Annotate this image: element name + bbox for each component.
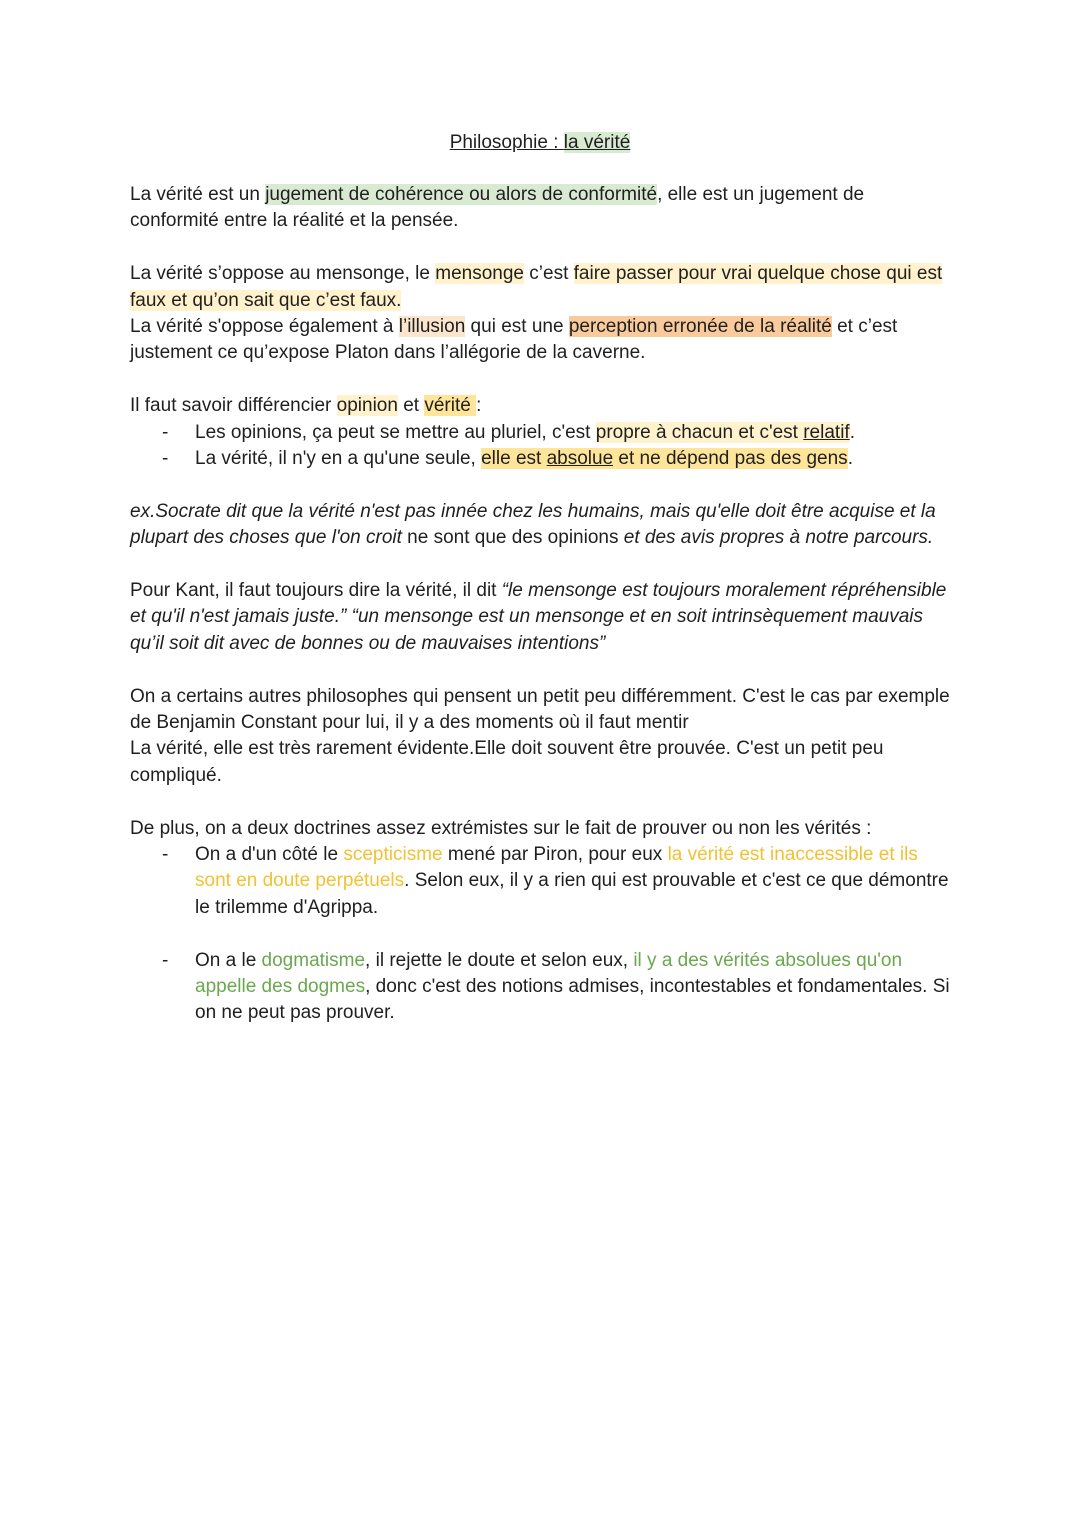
- highlight-yellow-underlined: absolue: [546, 448, 614, 470]
- text: , il rejette le doute et selon eux,: [365, 949, 634, 971]
- highlight-orange: perception erronée de la réalité: [568, 316, 832, 338]
- colored-yellow-text: scepticisme: [343, 844, 443, 866]
- text: Pour Kant, il faut toujours dire la vérité, il dit: [130, 580, 502, 602]
- doctrines-list: [130, 842, 950, 921]
- text: . Selon eux, il y a rien qui est prouvable et c'est ce que démontre le trilemme d'Agrippa.: [195, 870, 949, 918]
- text: , elle est un jugement de conformité entre la réalité et la pensée.: [130, 184, 865, 232]
- text: La vérité est un: [130, 184, 266, 205]
- text: .: [849, 421, 855, 443]
- text: La vérité s'oppose également à: [130, 316, 399, 338]
- text: La vérité, elle est très rarement évidente.Elle doit souvent être prouvée. C'est un petit peu compliqué.: [130, 738, 884, 786]
- text: Il faut savoir différencier: [130, 395, 337, 417]
- text: ne sont que des opinions: [401, 527, 624, 549]
- colored-yellow-text: la vérité est inaccessible et ils sont en doute perpétuels: [195, 844, 918, 892]
- list-item: [130, 948, 950, 1027]
- highlight-peach: l’illusion: [398, 316, 466, 338]
- highlight-yellow: opinion: [336, 395, 398, 417]
- title-part2: la vérité: [563, 132, 631, 153]
- list-item: [130, 420, 950, 446]
- text: , donc c'est des notions admises, incontestables et fondamentales. Si on ne peut pas prouver.: [195, 976, 950, 1024]
- paragraph-socrate: [130, 499, 950, 552]
- paragraph-doctrines: [130, 816, 950, 1027]
- paragraph-definition: [130, 182, 950, 235]
- highlight-yellow: mensonge: [435, 263, 524, 285]
- title-part1: Philosophie :: [449, 132, 564, 153]
- text: La vérité, il n'y en a qu'une seule,: [195, 448, 482, 470]
- list-item: [130, 446, 950, 472]
- text: On a certains autres philosophes qui pensent un petit peu différemment. C'est le cas par exemple de Benjamin Constant pour lui, il y a des moments où il faut mentir: [130, 685, 950, 734]
- text: La vérité s’oppose au mensonge, le: [130, 263, 436, 285]
- italic-text: ex.Socrate dit que la vérité n'est pas innée chez les humains, mais qu'elle doit être acquise et la plupart des choses que l'on croit: [130, 500, 936, 549]
- paragraph-constant: [130, 684, 950, 790]
- text: :: [476, 395, 482, 417]
- highlight-yellow: et ne dépend pas des gens: [613, 448, 848, 470]
- text: On a le: [195, 949, 262, 971]
- text: On a d'un côté le: [195, 844, 344, 866]
- text: qui est une: [465, 316, 569, 338]
- highlight-yellow: elle est: [481, 448, 547, 470]
- list-item: [130, 842, 950, 921]
- doctrines-list-2: [130, 948, 950, 1027]
- highlight-yellow-underlined: relatif: [803, 421, 850, 443]
- text: et: [397, 395, 425, 417]
- text: et c’est justement ce qu’expose Platon dans l’allégorie de la caverne.: [130, 316, 898, 364]
- doctrines-intro: De plus, on a deux doctrines assez extrémistes sur le fait de prouver ou non les vérités :: [130, 817, 872, 839]
- highlight-green: jugement de cohérence ou alors de conformité: [265, 184, 658, 205]
- text: mené par Piron, pour eux: [442, 844, 668, 866]
- spacer: [130, 472, 950, 498]
- paragraph-kant: [130, 578, 950, 657]
- paragraph-opinion: [130, 393, 950, 472]
- paragraph-mensonge: [130, 261, 950, 367]
- document-body: [130, 182, 950, 1027]
- highlight-yellow: propre à chacun et c'est: [595, 421, 804, 443]
- page-title: [0, 130, 1080, 156]
- opinion-intro: [130, 393, 950, 419]
- colored-green-text: il y a des vérités absolues qu'on appelle des dogmes: [195, 949, 903, 998]
- highlight-yellow: faire passer pour vrai quelque chose qui est faux et qu’on sait que c’est faux.: [130, 263, 943, 311]
- colored-green-text: dogmatisme: [261, 949, 366, 971]
- opinion-list: [130, 420, 950, 473]
- text: Les opinions, ça peut se mettre au pluriel, c'est: [195, 421, 596, 443]
- spacer: [130, 921, 950, 947]
- highlight-yellow: vérité: [424, 395, 477, 417]
- text: c’est: [524, 263, 574, 285]
- italic-text: et des avis propres à notre parcours.: [623, 527, 934, 549]
- text: .: [847, 448, 853, 470]
- quote-text: “le mensonge est toujours moralement répréhensible et qu'il n'est jamais juste.” “un mensonge est un mensonge et en soit intrinsèquement mauvais qu’il soit dit avec de bonnes ou de mauvaises intentions”: [130, 580, 947, 654]
